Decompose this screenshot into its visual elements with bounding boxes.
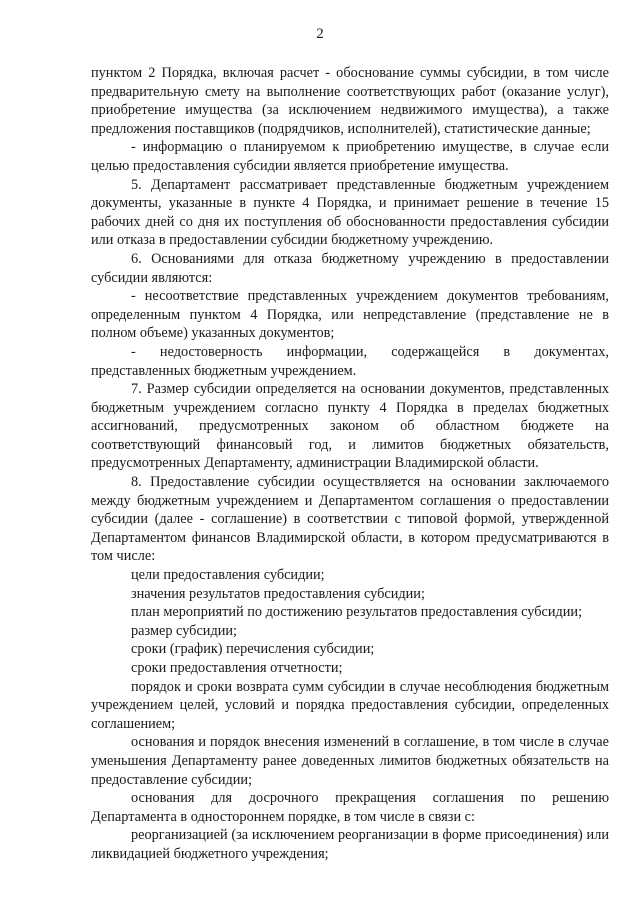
list-item: сроки предоставления отчетности; <box>131 660 343 676</box>
paragraph: 7. Размер субсидии определяется на основании документов, представленных бюджетным учреждением согласно пункту 4 Порядка в пределах бюджетных ассигнований, предусмотренных законом об областном бюджете на соответствующий финансовый год, и лимитов бюджетных обязательств, предусмотренных Департаменту, администрации Владимирской области. <box>91 381 609 472</box>
document-body <box>91 64 609 864</box>
list-item: сроки (график) перечисления субсидии; <box>131 641 375 658</box>
page-number: 2 <box>316 26 324 42</box>
paragraph: основания и порядок внесения изменений в соглашение, в том числе в случае уменьшения Департаменту ранее доведенных лимитов бюджетных обязательств на предоставление субсидии; <box>91 734 609 788</box>
list-item: значения результатов предоставления субсидии; <box>131 585 425 602</box>
paragraph: 8. Предоставление субсидии осуществляется на основании заключаемого между бюджетным учреждением и Департаментом соглашения о предоставлении субсидии (далее - соглашение) в соответствии с типовой формой, утвержденной Департаментом финансов Владимирской области, в котором предусматриваются в том числе: <box>91 474 609 565</box>
paragraph: основания для досрочного прекращения соглашения по решению Департамента в одностороннем порядке, в том числе в связи с: <box>91 790 609 825</box>
paragraph: реорганизацией (за исключением реорганизации в форме присоединения) или ликвидацией бюджетного учреждения; <box>91 827 609 862</box>
list-item: цели предоставления субсидии; <box>131 567 325 584</box>
paragraph: - информацию о планируемом к приобретению имуществе, в случае если целью предоставления субсидии является приобретение имущества. <box>91 139 609 174</box>
paragraph: порядок и сроки возврата сумм субсидии в случае несоблюдения бюджетным учреждением целей, условий и порядка предоставления субсидии, определенных соглашением; <box>91 678 609 732</box>
list-item: размер субсидии; <box>131 622 237 639</box>
list-item: план мероприятий по достижению результатов предоставления субсидии; <box>131 604 583 621</box>
paragraph: - несоответствие представленных учреждением документов требованиям, определенным пунктом 4 Порядка, или непредставление (представление не в полном объеме) указанных документов; <box>91 288 609 342</box>
paragraph: 5. Департамент рассматривает представленные бюджетным учреждением документы, указанные в пункте 4 Порядка, и принимает решение в течение 15 рабочих дней со дня их поступления об обоснованности предоставления субсидии или отказа в предоставлении субсидии бюджетному учреждению. <box>91 176 609 249</box>
paragraph: пунктом 2 Порядка, включая расчет - обоснование суммы субсидии, в том числе предварительную смету на выполнение соответствующих работ (оказание услуг), приобретение имущества (за исключением недвижимого имущества), а также предложения поставщиков (подрядчиков, исполнителей), статистические данные; <box>91 65 609 137</box>
paragraph: - недостоверность информации, содержащейся в документах, представленных бюджетным учреждением. <box>91 343 609 379</box>
paragraph: 6. Основаниями для отказа бюджетному учреждению в предоставлении субсидии являются: <box>91 250 609 286</box>
